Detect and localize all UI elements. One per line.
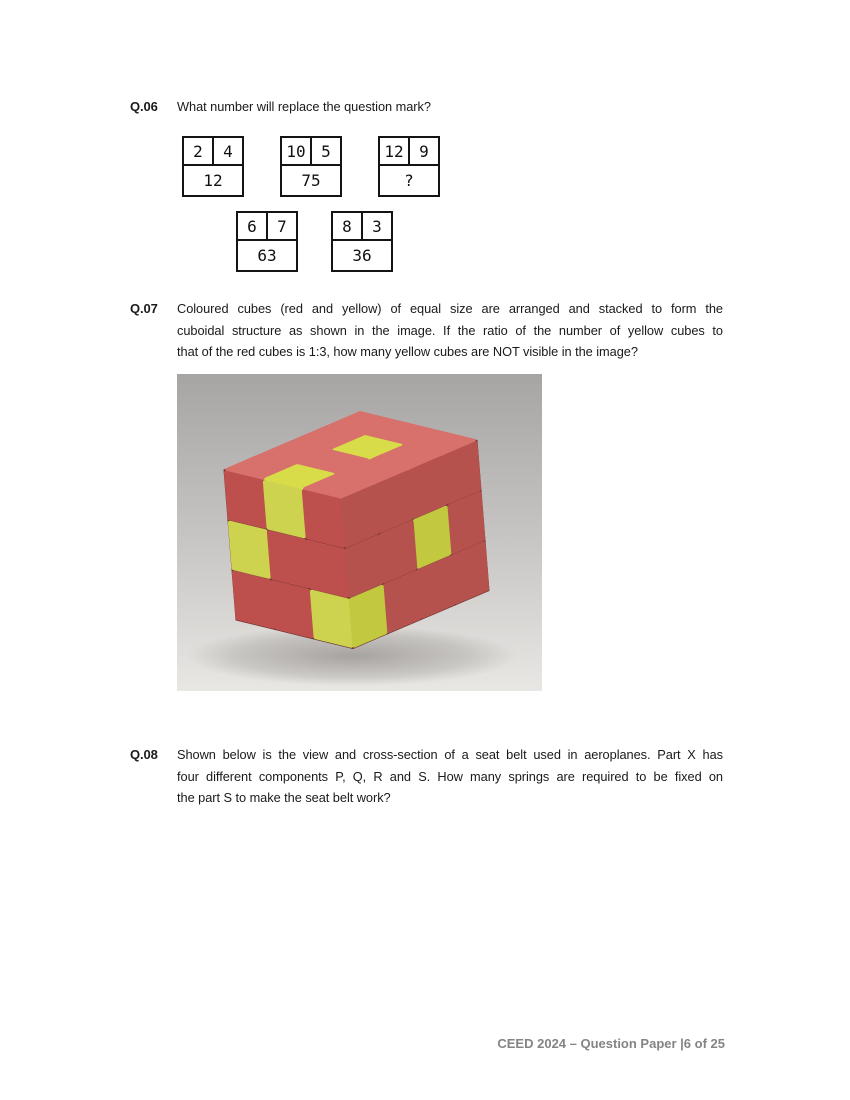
question-text-line: What number will replace the question mark? — [177, 99, 431, 114]
cube-figure-photo — [177, 374, 542, 691]
cube-cell — [273, 582, 312, 636]
puzzle-box-top-row — [282, 138, 340, 166]
question-text-q07 — [177, 298, 723, 363]
puzzle-result-cell: 63 — [257, 246, 277, 265]
question-label-q06: Q.06 — [130, 99, 158, 114]
question-text-line: Coloured cubes (red and yellow) of equal size are arranged and stacked to form the — [177, 301, 723, 316]
number-puzzle-box — [280, 136, 342, 197]
puzzle-cell: 9 — [408, 138, 438, 164]
number-puzzle-box — [331, 211, 393, 272]
puzzle-cell: 12 — [384, 141, 404, 161]
puzzle-cell: 3 — [361, 213, 391, 239]
puzzle-cell: 7 — [266, 213, 296, 239]
puzzle-box-top-row — [380, 138, 438, 166]
puzzle-cell: 2 — [193, 141, 203, 161]
puzzle-cell: 6 — [247, 216, 257, 236]
puzzle-result-cell: 75 — [301, 171, 321, 190]
puzzle-cell: 4 — [212, 138, 242, 164]
question-text-line: that of the red cubes is 1:3, how many yellow cubes are NOT visible in the image? — [177, 344, 638, 360]
question-text-line: cuboidal structure as shown in the image. If the ratio of the number of yellow cubes to — [177, 322, 723, 338]
cube-figure-svg — [177, 374, 542, 691]
cube-cell — [226, 473, 265, 527]
cube-cell — [312, 592, 351, 646]
page-footer: CEED 2024 – Question Paper |6 of 25 — [497, 1036, 725, 1051]
puzzle-result-cell: 12 — [203, 171, 223, 190]
question-label-q07: Q.07 — [130, 301, 158, 316]
question-text-line: Shown below is the view and cross-section of a seat belt used in aeroplanes. Part X has — [177, 747, 723, 762]
cube-cell — [234, 573, 273, 627]
puzzle-result-cell: ? — [404, 171, 414, 190]
puzzle-cell: 8 — [342, 216, 352, 236]
puzzle-result-cell: 36 — [352, 246, 372, 265]
puzzle-box-top-row — [238, 213, 296, 241]
number-puzzle-box — [236, 211, 298, 272]
cube-cell — [265, 482, 304, 536]
cube-cell — [269, 532, 308, 586]
puzzle-cell: 5 — [310, 138, 340, 164]
question-text-q08 — [177, 744, 723, 809]
puzzle-box-top-row — [184, 138, 242, 166]
number-puzzle-row-2 — [236, 211, 393, 272]
puzzle-box-top-row — [333, 213, 391, 241]
cube-cell — [230, 523, 269, 577]
question-text-q06 — [177, 96, 723, 118]
number-puzzle-row-1 — [182, 136, 440, 197]
question-label-q08: Q.08 — [130, 747, 158, 762]
puzzle-cell: 10 — [286, 141, 306, 161]
cube-cell — [308, 542, 347, 596]
cube-cell — [304, 492, 343, 546]
question-text-line: the part S to make the seat belt work? — [177, 790, 391, 806]
number-puzzle-box — [182, 136, 244, 197]
question-text-line: four different components P, Q, R and S. How many springs are required to be fixed on — [177, 768, 723, 784]
number-puzzle-box — [378, 136, 440, 197]
